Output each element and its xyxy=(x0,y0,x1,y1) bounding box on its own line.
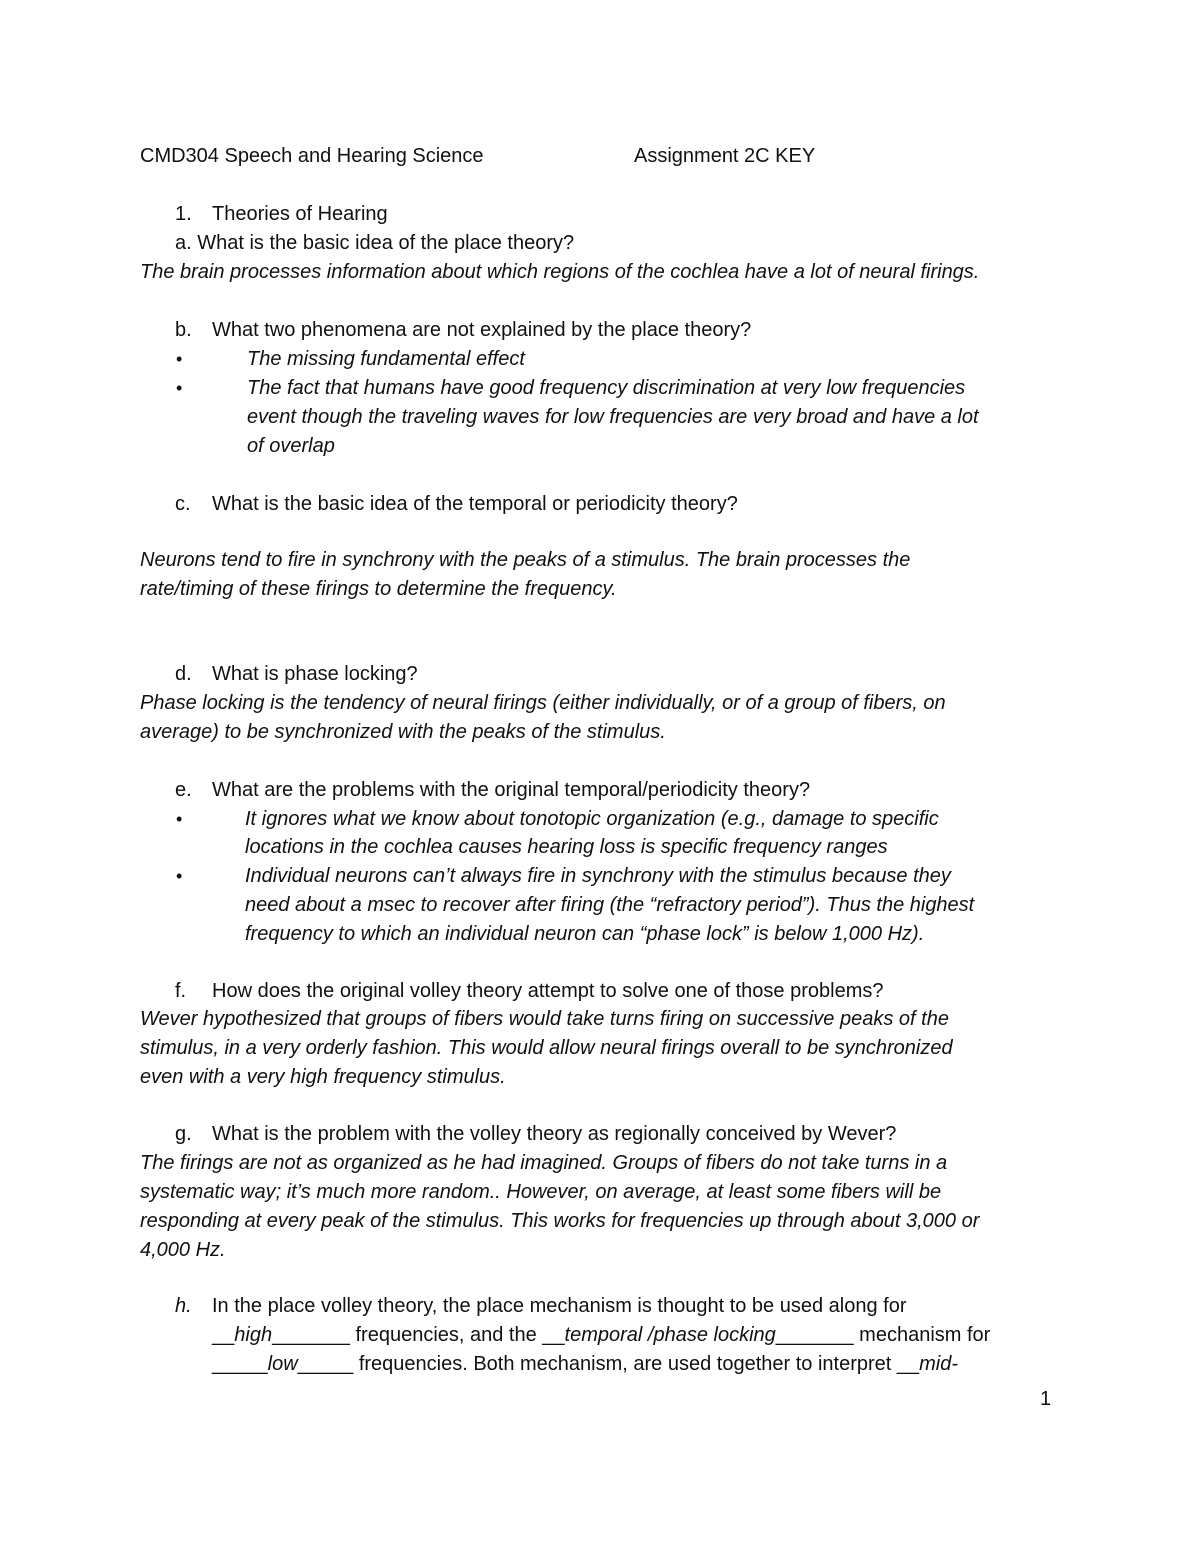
section-title: Theories of Hearing xyxy=(212,203,388,225)
question-h-text: _____ frequencies. Both mechanism, are used together to interpret __ xyxy=(297,1353,920,1375)
question-b-label: b. xyxy=(175,319,192,341)
question-h-text: _______ frequencies, and the __ xyxy=(272,1324,565,1346)
answer-d: Phase locking is the tendency of neural firings (either individually, or of a group of fibers, on xyxy=(140,692,946,714)
question-e-label: e. xyxy=(175,779,192,801)
fill-in-answer-temporal: temporal /phase locking xyxy=(564,1324,776,1346)
answer-b-bullet-cont: of overlap xyxy=(247,435,335,457)
page-number: 1 xyxy=(1040,1388,1052,1410)
question-b: What two phenomena are not explained by the place theory? xyxy=(212,319,752,341)
question-g-label: g. xyxy=(175,1123,192,1145)
question-h-line1: In the place volley theory, the place mechanism is thought to be used along for xyxy=(212,1295,907,1317)
answer-f: stimulus, in a very orderly fashion. This would allow neural firings overall to be synchronized xyxy=(140,1037,953,1059)
fill-in-answer-high: high xyxy=(234,1324,273,1346)
fill-in-answer-mid: mid- xyxy=(919,1353,959,1375)
answer-b-bullet: The fact that humans have good frequency discrimination at very low frequencies xyxy=(247,377,966,399)
answer-g: The firings are not as organized as he had imagined. Groups of fibers do not take turns in a xyxy=(140,1152,948,1174)
answer-g: 4,000 Hz. xyxy=(140,1239,226,1261)
answer-f: Wever hypothesized that groups of fibers would take turns firing on successive peaks of the xyxy=(140,1008,949,1030)
question-f: How does the original volley theory attempt to solve one of those problems? xyxy=(212,980,884,1002)
question-g: What is the problem with the volley theory as regionally conceived by Wever? xyxy=(212,1123,897,1145)
course-title: CMD304 Speech and Hearing Science xyxy=(140,145,484,167)
question-e: What are the problems with the original temporal/periodicity theory? xyxy=(212,779,811,801)
question-h-text: _______ mechanism for xyxy=(775,1324,991,1346)
answer-e-bullet-cont: need about a msec to recover after firing (the “refractory period”). Thus the highest xyxy=(245,894,975,916)
question-h-label: h. xyxy=(175,1295,192,1317)
section-number: 1. xyxy=(175,203,192,225)
question-h-line3 xyxy=(212,1351,958,1377)
answer-b-bullet: The missing fundamental effect xyxy=(247,348,525,370)
answer-f: even with a very high frequency stimulus. xyxy=(140,1066,506,1088)
answer-e-bullet-cont: frequency to which an individual neuron can “phase lock” is below 1,000 Hz). xyxy=(245,923,925,945)
bullet-icon: • xyxy=(176,866,183,886)
answer-c: rate/timing of these firings to determine the frequency. xyxy=(140,578,617,600)
question-d-label: d. xyxy=(175,663,192,685)
answer-b-bullet-cont: event though the traveling waves for low frequencies are very broad and have a lot xyxy=(247,406,979,428)
answer-e-bullet: Individual neurons can’t always fire in synchrony with the stimulus because they xyxy=(245,865,951,887)
question-d: What is phase locking? xyxy=(212,663,418,685)
answer-e-bullet: It ignores what we know about tonotopic organization (e.g., damage to specific xyxy=(245,808,939,830)
question-c: What is the basic idea of the temporal or periodicity theory? xyxy=(212,493,738,515)
fill-in-answer-low: low xyxy=(267,1353,298,1375)
blank-underscores: _____ xyxy=(212,1353,268,1375)
answer-e-bullet-cont: locations in the cochlea causes hearing loss is specific frequency ranges xyxy=(245,836,888,858)
assignment-title: Assignment 2C KEY xyxy=(634,145,816,167)
question-a: a. What is the basic idea of the place theory? xyxy=(175,232,575,254)
answer-d: average) to be synchronized with the peaks of the stimulus. xyxy=(140,721,666,743)
answer-a: The brain processes information about which regions of the cochlea have a lot of neural firings. xyxy=(140,261,980,283)
question-f-label: f. xyxy=(175,980,187,1002)
bullet-icon: • xyxy=(176,349,183,369)
bullet-icon: • xyxy=(176,809,183,829)
answer-g: systematic way; it’s much more random.. However, on average, at least some fibers will be xyxy=(140,1181,942,1203)
answer-c: Neurons tend to fire in synchrony with the peaks of a stimulus. The brain processes the xyxy=(140,549,911,571)
answer-g: responding at every peak of the stimulus. This works for frequencies up through about 3,000 or xyxy=(140,1210,980,1232)
bullet-icon: • xyxy=(176,378,183,398)
blank-underscores: __ xyxy=(212,1324,235,1346)
question-c-label: c. xyxy=(175,493,191,515)
question-h-line2 xyxy=(212,1322,990,1348)
